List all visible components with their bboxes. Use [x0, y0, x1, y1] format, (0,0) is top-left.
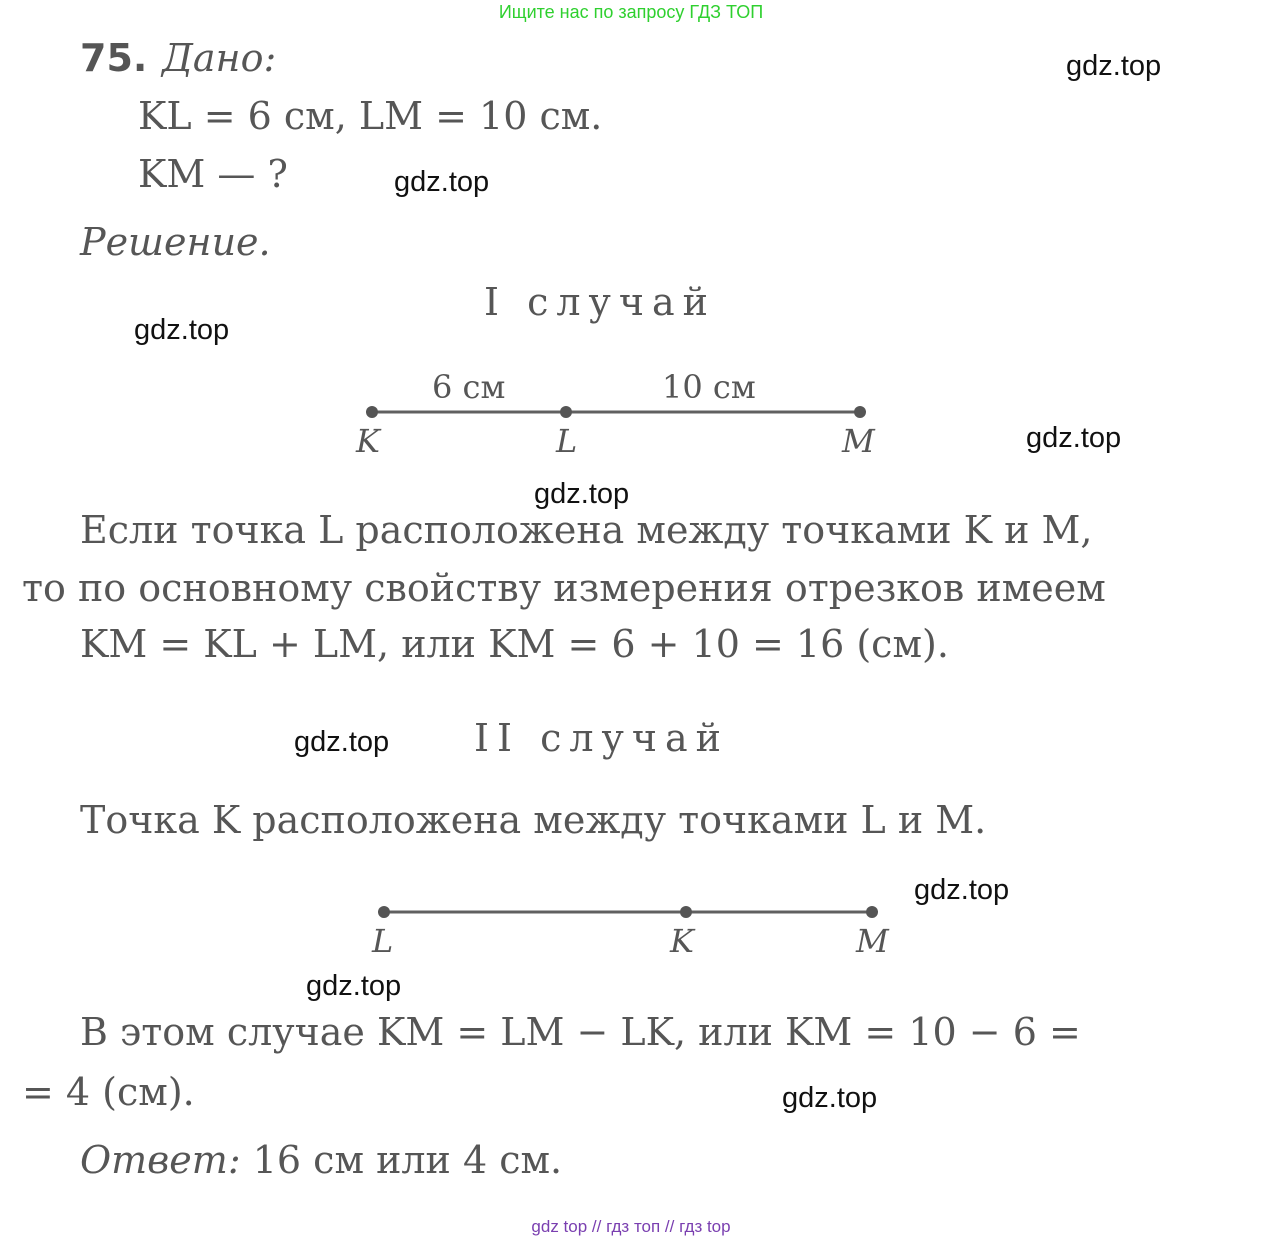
- watermark: gdz.top: [306, 970, 402, 1002]
- case1-point-m: M: [842, 422, 875, 460]
- given-line-2: KM — ?: [138, 152, 288, 196]
- solution-label: Решение.: [80, 220, 271, 264]
- case1-paragraph-line-1: Если точка L расположена между точками K и M,: [80, 508, 1093, 552]
- problem-number: 75.: [80, 36, 148, 80]
- watermark: gdz.top: [1026, 422, 1122, 454]
- answer-label: Ответ:: [80, 1138, 241, 1182]
- case1-paragraph-line-3: KM = KL + LM, или KM = 6 + 10 = 16 (см).: [80, 622, 949, 666]
- case2-point-l: L: [372, 922, 394, 960]
- case1-label-kl: 6 см: [432, 368, 506, 406]
- case2-dot-k: [680, 906, 692, 918]
- header-search-link[interactable]: Ищите нас по запросу ГДЗ ТОП: [498, 2, 764, 22]
- watermark: gdz.top: [914, 874, 1010, 906]
- case1-point-k: K: [356, 422, 380, 460]
- case2-paragraph-line-1: В этом случае KM = LM − LK, или KM = 10 − 6 =: [80, 1010, 1081, 1054]
- case1-dot-k: [366, 406, 378, 418]
- footer-links[interactable]: gdz top // гдз топ // гдз top: [531, 1217, 731, 1236]
- watermark: gdz.top: [134, 314, 230, 346]
- case2-segment: [378, 906, 878, 918]
- case1-title: I случай: [484, 280, 716, 324]
- watermark: gdz.top: [782, 1082, 878, 1114]
- case1-paragraph-line-2: то по основному свойству измерения отрезков имеем: [22, 566, 1106, 610]
- case2-point-k: K: [670, 922, 694, 960]
- case1-dot-m: [854, 406, 866, 418]
- case2-intro: Точка K расположена между точками L и M.: [80, 798, 987, 842]
- given-line-1: KL = 6 см, LM = 10 см.: [138, 94, 603, 138]
- case1-dot-l: [560, 406, 572, 418]
- case1-segment: [366, 406, 866, 418]
- watermark: gdz.top: [1066, 50, 1162, 82]
- case1-label-lm: 10 см: [662, 368, 756, 406]
- answer-text: 16 см или 4 см.: [252, 1138, 563, 1182]
- watermark: gdz.top: [294, 726, 390, 758]
- case2-title: II случай: [474, 716, 729, 760]
- case2-dot-m: [866, 906, 878, 918]
- watermark: gdz.top: [534, 478, 630, 510]
- case2-paragraph-line-2: = 4 (см).: [22, 1070, 195, 1114]
- case2-point-m: M: [856, 922, 889, 960]
- watermark: gdz.top: [394, 166, 490, 198]
- case1-point-l: L: [556, 422, 578, 460]
- case2-dot-l: [378, 906, 390, 918]
- given-label: Дано:: [162, 36, 277, 80]
